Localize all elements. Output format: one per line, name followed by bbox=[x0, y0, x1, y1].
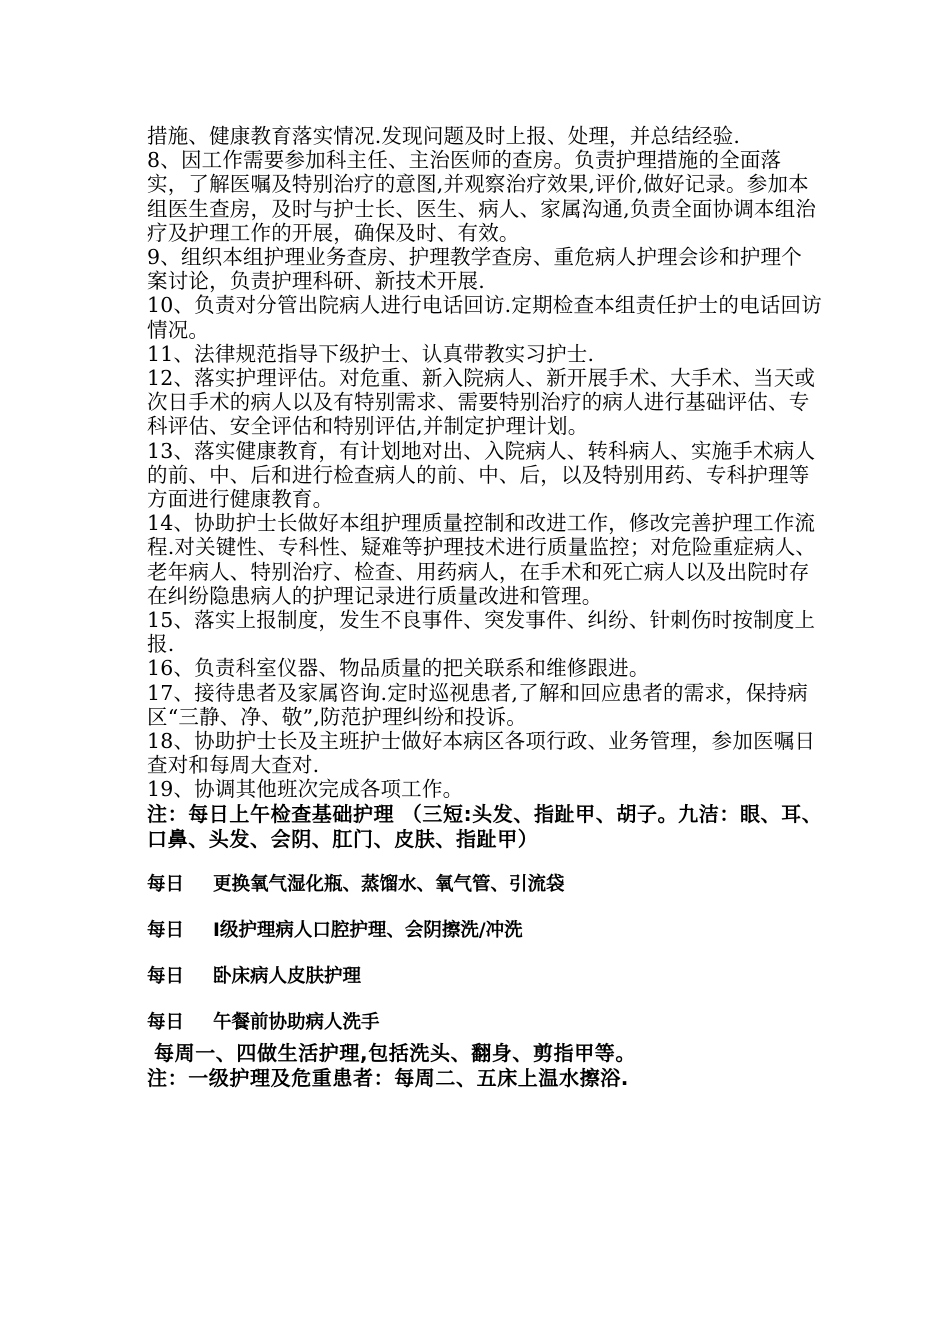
weekly-care-line: 每周一、四做生活护理,包括洗头、翻身、剪指甲等。 bbox=[154, 1040, 636, 1065]
bath-note: 注：一级护理及危重患者：每周二、五床上温水擦浴. bbox=[147, 1065, 629, 1090]
daily-task-item bbox=[147, 1011, 827, 1035]
duty-item-12: 12、落实护理评估。对危重、新入院病人、新开展手术、大手术、当天或次日手术的病人以及有特别需求、需要特别治疗的病人进行基础评估、专科评估、安全评估和特别评估,并制定护理计划。 bbox=[147, 366, 816, 439]
duty-item-10: 10、负责对分管出院病人进行电话回访.定期检查本组责任护士的电话回访情况。 bbox=[147, 293, 822, 342]
daily-task-item bbox=[147, 965, 827, 989]
daily-task-item bbox=[147, 873, 827, 897]
duty-item-18: 18、协助护士长及主班护士做好本病区各项行政、业务管理，参加医嘱日查对和每周大查对. bbox=[147, 729, 816, 778]
daily-check-note: 注：每日上午检查基础护理 （三短:头发、指趾甲、胡子。九洁：眼、耳、口鼻、头发、会阴、肛门、皮肤、指趾甲） bbox=[147, 801, 823, 851]
daily-task-text: 卧床病人皮肤护理 bbox=[213, 965, 362, 987]
daily-task-text: 更换氧气湿化瓶、蒸馏水、氧气管、引流袋 bbox=[213, 873, 565, 895]
duty-item-8: 8、因工作需要参加科主任、主治医师的查房。负责护理措施的全面落实，了解医嘱及特别治疗的意图,并观察治疗效果,评价,做好记录。参加本组医生查房，及时与护士长、医生、病人、家属沟通,负责全面协调本组治疗及护理工作的开展，确保及时、有效。 bbox=[147, 148, 817, 245]
paragraph-continuation: 措施、健康教育落实情况.发现问题及时上报、处理，并总结经验. bbox=[147, 124, 741, 148]
daily-task-item bbox=[147, 919, 827, 943]
duty-item-11: 11、法律规范指导下级护士、认真带教实习护士. bbox=[147, 341, 595, 366]
duty-item-15: 15、落实上报制度，发生不良事件、突发事件、纠纷、针刺伤时按制度上报. bbox=[147, 608, 816, 657]
daily-label: 每日 bbox=[147, 965, 185, 987]
daily-label: 每日 bbox=[147, 919, 185, 941]
daily-task-text: 午餐前协助病人洗手 bbox=[213, 1011, 380, 1033]
duty-item-17: 17、接待患者及家属咨询.定时巡视患者,了解和回应患者的需求，保持病区“三静、净、敬”,防范护理纠纷和投诉。 bbox=[147, 680, 808, 729]
duty-item-13: 13、落实健康教育，有计划地对出、入院病人、转科病人、实施手术病人的前、中、后和进行检查病人的前、中、后，以及特别用药、专科护理等方面进行健康教育。 bbox=[147, 438, 816, 512]
duty-list bbox=[147, 124, 822, 802]
duty-item-14: 14、协助护士长做好本组护理质量控制和改进工作，修改完善护理工作流程.对关键性、专科性、疑难等护理技术进行质量监控；对危险重症病人、老年病人、特别治疗、检查、用药病人，在手术和死亡病人以及出院时存在纠纷隐患病人的护理记录进行质量改进和管理。 bbox=[147, 511, 817, 608]
duty-item-19: 19、协调其他班次完成各项工作。 bbox=[147, 777, 464, 802]
daily-label: 每日 bbox=[147, 873, 185, 895]
daily-task-text: Ⅰ级护理病人口腔护理、会阴擦洗/冲洗 bbox=[213, 919, 523, 941]
document-page bbox=[147, 124, 827, 1091]
daily-label: 每日 bbox=[147, 1011, 185, 1033]
duty-item-9: 9、组织本组护理业务查房、护理教学查房、重危病人护理会诊和护理个案讨论，负责护理科研、新技术开展. bbox=[147, 245, 802, 294]
duty-item-16: 16、负责科室仪器、物品质量的把关联系和维修跟进。 bbox=[147, 656, 650, 681]
daily-task-list bbox=[147, 873, 827, 1035]
